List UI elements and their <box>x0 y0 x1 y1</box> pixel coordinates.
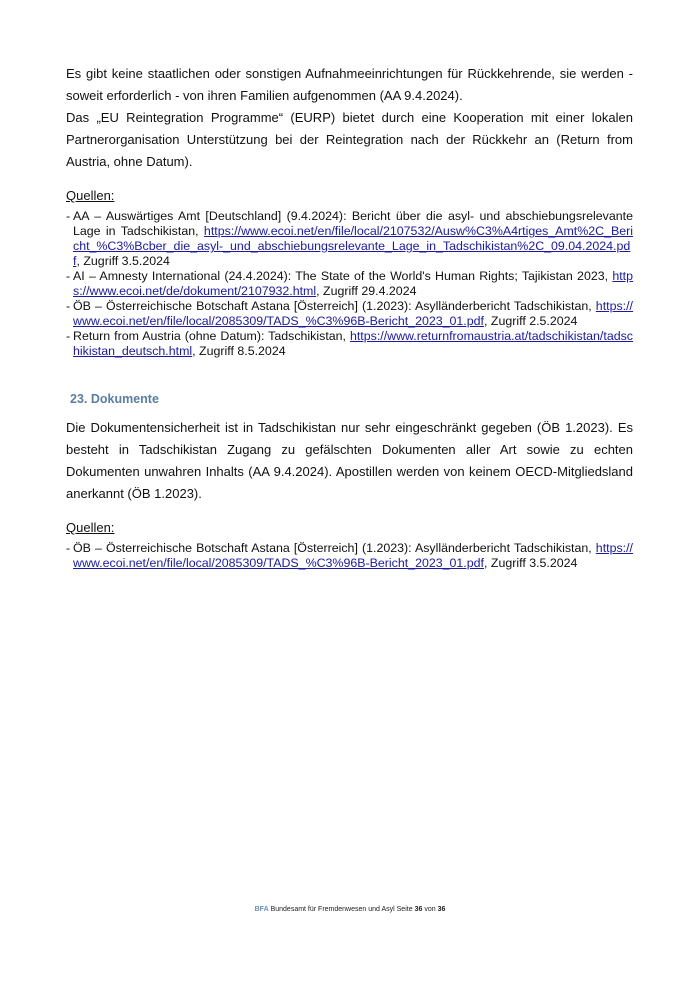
sources-block-2 <box>66 519 633 571</box>
intro-paragraph-1: Es gibt keine staatlichen oder sonstigen Aufnahmeeinrichtungen für Rückkehrende, sie werden - soweit erforderlich - von ihren Familien aufgenommen (AA 9.4.2024). <box>66 66 633 103</box>
section-heading-dokumente: 23. Dokumente <box>70 392 159 406</box>
source-text: ÖB – Österreichische Botschaft Astana [Österreich] (1.2023): Asylländerbericht Tadschikistan, <box>73 541 596 555</box>
source-text: AI – Amnesty International (24.4.2024): The State of the World's Human Rights; Tajikistan 2023, <box>73 269 613 283</box>
source-link[interactable]: https://www.ecoi.net/en/file/local/2107532/Ausw%C3%A4rtiges_Amt%2C_Bericht_%C3%Bcber_die_asyl-_und_abschiebungsrelevante_Lage_in_Tadschikistan%2C_09.04.2024.pdf <box>73 224 633 268</box>
intro-paragraph-2: Das „EU Reintegration Programme“ (EURP) bietet durch eine Kooperation mit einer lokalen Partnerorganisation Unterstützung bei der Reintegration nach der Rückkehr an (Return from Austria, ohne Datum). <box>66 110 633 169</box>
source-item <box>66 209 633 269</box>
source-access-date: , Zugriff 2.5.2024 <box>483 314 578 328</box>
footer-of: von <box>424 906 436 913</box>
bfa-logo-text: BFA <box>254 906 269 913</box>
list-dash: - <box>66 269 71 283</box>
source-link[interactable]: https://www.ecoi.net/en/file/local/2085309/TADS_%C3%96B-Bericht_2023_01.pdf <box>73 299 633 328</box>
source-access-date: , Zugriff 3.5.2024 <box>483 556 578 570</box>
source-item <box>66 299 633 329</box>
page-footer <box>0 906 700 913</box>
list-dash: - <box>66 299 71 313</box>
sources-block-1 <box>66 187 633 359</box>
source-text: AA – Auswärtiges Amt [Deutschland] (9.4.2024): Bericht über die asyl- und abschiebungsrelevante Lage in Tadschikistan, <box>73 209 633 238</box>
source-text: Return from Austria (ohne Datum): Tadschikistan, <box>73 329 350 343</box>
sources-list <box>66 209 633 359</box>
sources-heading: Quellen: <box>66 188 115 203</box>
dokumente-paragraph: Die Dokumentensicherheit ist in Tadschikistan nur sehr eingeschränkt gegeben (ÖB 1.2023). Es besteht in Tadschikistan Zugang zu gefälschten Dokumenten aller Art sowie zu echten Dokumenten unwahren Inhalts (AA 9.4.2024). Apostillen werden von keinem OECD-Mitgliedsland anerkannt (ÖB 1.2023). <box>66 420 633 501</box>
footer-page-total: 36 <box>437 906 446 913</box>
footer-page-number: 36 <box>414 906 423 913</box>
source-link[interactable]: https://www.ecoi.net/de/dokument/2107932.html <box>73 269 633 298</box>
footer-agency-text: Bundesamt für Fremdenwesen und Asyl Seite <box>270 906 413 913</box>
source-item <box>66 541 633 571</box>
source-access-date: , Zugriff 3.5.2024 <box>76 254 170 268</box>
source-link[interactable]: https://www.ecoi.net/en/file/local/2085309/TADS_%C3%96B-Bericht_2023_01.pdf <box>73 541 633 570</box>
list-dash: - <box>66 209 71 223</box>
source-access-date: , Zugriff 29.4.2024 <box>316 284 417 298</box>
list-dash: - <box>66 541 71 555</box>
source-link[interactable]: https://www.returnfromaustria.at/tadschikistan/tadschikistan_deutsch.html <box>73 329 633 358</box>
source-item <box>66 329 633 359</box>
list-dash: - <box>66 329 71 343</box>
source-text: ÖB – Österreichische Botschaft Astana [Österreich] (1.2023): Asylländerbericht Tadschikistan, <box>73 299 596 313</box>
intro-block <box>66 63 633 173</box>
sources-heading: Quellen: <box>66 520 115 535</box>
source-access-date: , Zugriff 8.5.2024 <box>192 344 286 358</box>
source-item <box>66 269 633 299</box>
sources-list <box>66 541 633 571</box>
